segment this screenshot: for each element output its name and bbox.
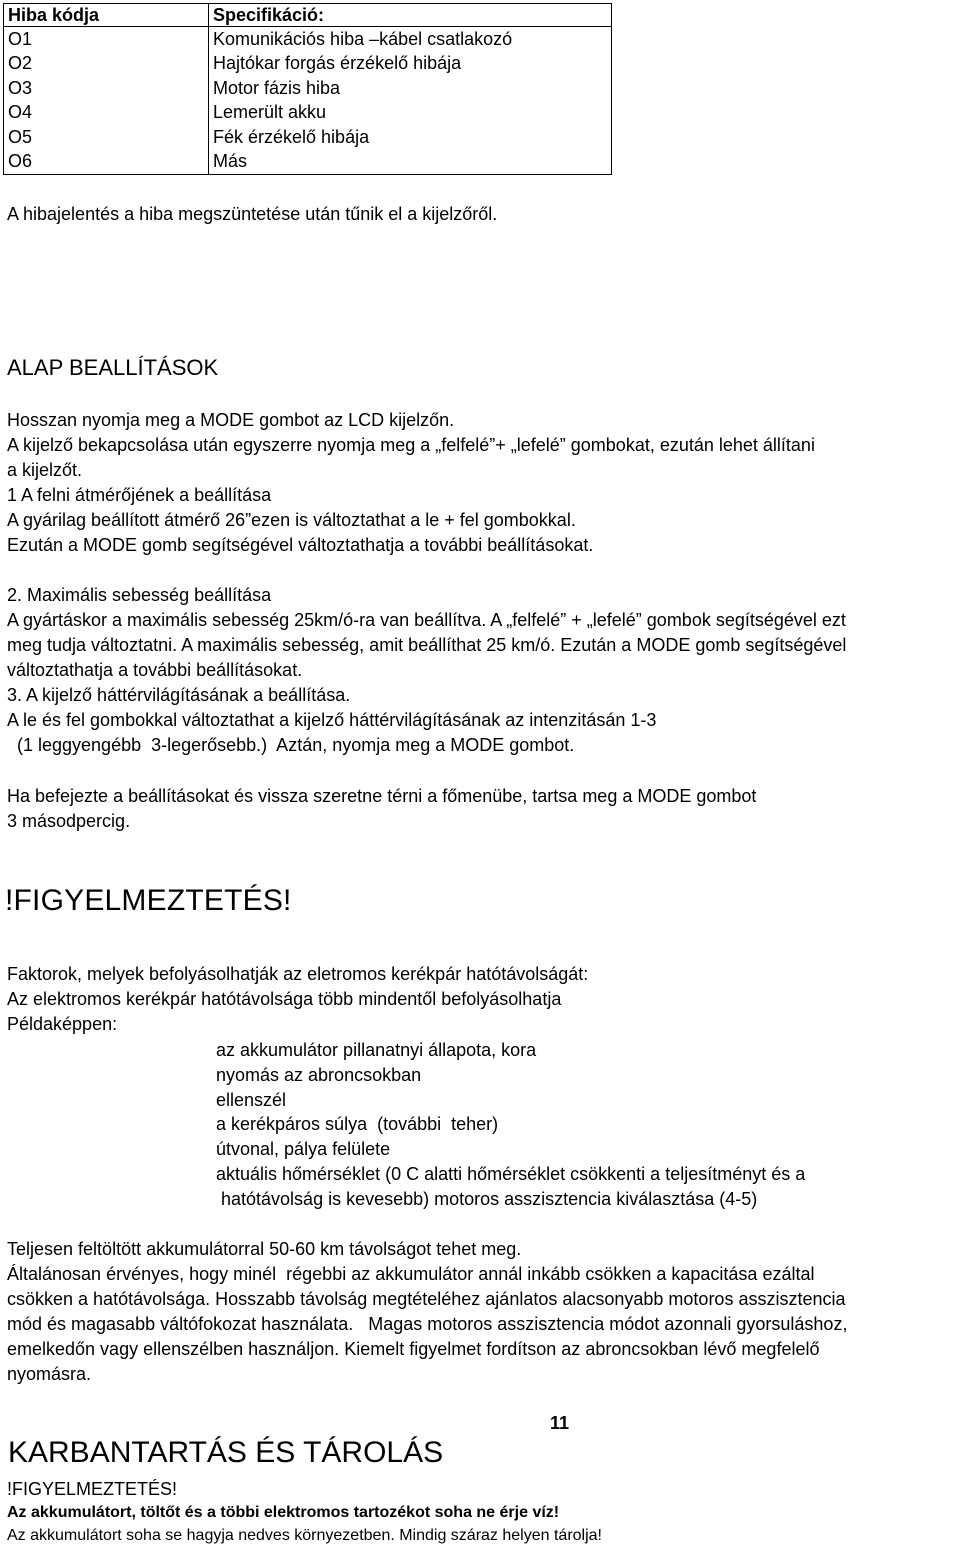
warning-intro: Az elektromos kerékpár hatótávolsága több mindentől befolyásolhatja: [7, 989, 562, 1009]
warning-body: Általánosan érvényes, hogy minél régebbi az akkumulátor annál inkább csökken a kapacitása ezáltal: [7, 1264, 815, 1284]
alap-line: A gyártáskor a maximális sebesség 25km/ó-ra van beállítva. A „felfelé” + „lefelé” gombok segítségével ezt: [7, 610, 846, 630]
alap-line: 1 A felni átmérőjének a beállítása: [7, 485, 272, 505]
error-code: O6: [4, 150, 209, 175]
table-row: [4, 52, 612, 77]
table-row: [4, 76, 612, 101]
karbantartas-bold-line: Az akkumulátort, töltőt és a többi elektromos tartozékot soha ne érje víz!: [7, 1504, 560, 1521]
alap-line: a kijelzőt.: [7, 460, 83, 480]
section-heading-karbantartas: KARBANTARTÁS ÉS TÁROLÁS: [8, 1436, 444, 1469]
warning-heading: !FIGYELMEZTETÉS!: [5, 884, 292, 917]
error-code: O3: [4, 76, 209, 101]
alap-line: Ha befejezte a beállításokat és vissza szeretne térni a főmenübe, tartsa meg a MODE gombot: [7, 786, 757, 806]
alap-line: A gyárilag beállított átmérő 26”ezen is változtathat a le + fel gombokkal.: [7, 510, 576, 530]
karbantartas-warning: !FIGYELMEZTETÉS!: [7, 1479, 178, 1499]
table-row: [4, 150, 612, 175]
warning-intro: Faktorok, melyek befolyásolhatják az eletromos kerékpár hatótávolságát:: [7, 964, 589, 984]
error-code: O1: [4, 27, 209, 52]
factor-item: az akkumulátor pillanatnyi állapota, kora: [216, 1040, 537, 1060]
error-spec: Hajtókar forgás érzékelő hibája: [209, 52, 612, 77]
table-header-row: [4, 4, 612, 27]
alap-line: (1 leggyengébb 3-legerősebb.) Aztán, nyomja meg a MODE gombot.: [7, 735, 575, 755]
table-row: [4, 125, 612, 150]
factor-item: ellenszél: [216, 1090, 287, 1110]
alap-line: Ezután a MODE gomb segítségével változtathatja a további beállításokat.: [7, 535, 594, 555]
error-code-table: [3, 3, 612, 175]
header-spec: Specifikáció:: [209, 4, 612, 27]
table-row: [4, 27, 612, 52]
table-note: A hibajelentés a hiba megszüntetése után tűnik el a kijelzőről.: [7, 204, 498, 224]
alap-line: 3. A kijelző háttérvilágításának a beállítása.: [7, 685, 351, 705]
warning-body: nyomásra.: [7, 1364, 92, 1384]
error-code: O5: [4, 125, 209, 150]
alap-line: 2. Maximális sebesség beállítása: [7, 585, 272, 605]
page-number: 11: [550, 1413, 570, 1433]
karbantartas-last-line: Az akkumulátort soha se hagyja nedves környezetben. Mindig száraz helyen tárolja!: [7, 1527, 602, 1544]
error-spec: Motor fázis hiba: [209, 76, 612, 101]
alap-line: változtathatja a további beállításokat.: [7, 660, 303, 680]
section-heading-alap: ALAP BEALLÍTÁSOK: [7, 355, 219, 380]
header-code: Hiba kódja: [4, 4, 209, 27]
alap-line: meg tudja változtatni. A maximális sebesség, amit beállíthat 25 km/ó. Ezután a MODE gomb segítségével: [7, 635, 847, 655]
error-code: O2: [4, 52, 209, 77]
error-spec: Fék érzékelő hibája: [209, 125, 612, 150]
table-row: [4, 101, 612, 126]
alap-line: A kijelző bekapcsolása után egyszerre nyomja meg a „felfelé”+ „lefelé” gombokat, ezután lehet állítani: [7, 435, 815, 455]
factor-item: nyomás az abroncsokban: [216, 1065, 422, 1085]
warning-body: mód és magasabb váltófokozat használata. Magas motoros asszisztencia módot azonnali gyorsuláshoz,: [7, 1314, 848, 1334]
factor-item: útvonal, pálya felülete: [216, 1139, 391, 1159]
warning-body: Teljesen feltöltött akkumulátorral 50-60 km távolságot tehet meg.: [7, 1239, 522, 1259]
factor-item: hatótávolság is kevesebb) motoros asszisztencia kiválasztása (4-5): [216, 1189, 758, 1209]
error-spec: Komunikációs hiba –kábel csatlakozó: [209, 27, 612, 52]
warning-body: emelkedőn vagy ellenszélben használjon. Kiemelt figyelmet fordítson az abroncsokban lévő megfelelő: [7, 1339, 820, 1359]
alap-line: A le és fel gombokkal változtathat a kijelző háttérvilágításának az intenzitásán 1-3: [7, 710, 657, 730]
warning-body: csökken a hatótávolsága. Hosszabb távolság megtételéhez ajánlatos alacsonyabb motoros asszisztencia: [7, 1289, 846, 1309]
factor-item: a kerékpáros súlya (további teher): [216, 1114, 499, 1134]
factor-item: aktuális hőmérséklet (0 C alatti hőmérséklet csökkenti a teljesítményt és a: [216, 1164, 806, 1184]
error-spec: Más: [209, 150, 612, 175]
alap-line: Hosszan nyomja meg a MODE gombot az LCD kijelzőn.: [7, 410, 455, 430]
alap-line: 3 másodpercig.: [7, 811, 131, 831]
warning-intro: Példaképpen:: [7, 1014, 118, 1034]
error-spec: Lemerült akku: [209, 101, 612, 126]
error-code: O4: [4, 101, 209, 126]
